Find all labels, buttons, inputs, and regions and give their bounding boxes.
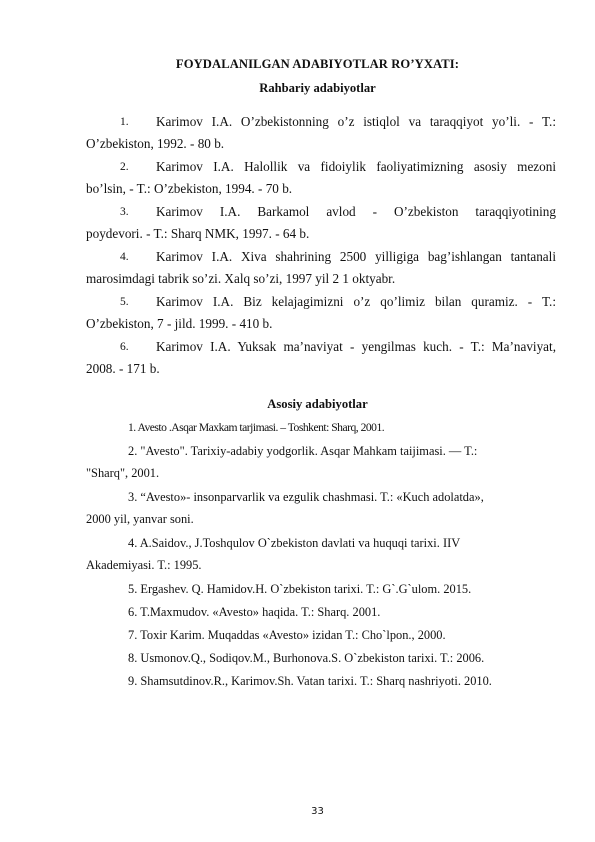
reference-number: 3. [120,206,129,218]
reference-line-1: 3. “Avesto»- insonparvarlik va ezgulik chashmasi. T.: «Kuch adolatda», [128,490,484,504]
reference-text: Karimov I.A. Xiva shahrining 2500 yilligiga bag’ishlangan tantanali [156,249,556,264]
reference-item [86,336,556,380]
reference-item [86,291,556,335]
reference-line-2: bo’lsin, - T.: O’zbekiston, 1994. - 70 b. [86,181,293,196]
reference-item [86,647,556,669]
reference-item [86,578,556,600]
reference-line-2: "Sharq", 2001. [86,466,160,480]
reference-line-1: 4. A.Saidov., J.Toshqulov O`zbekiston davlati va huquqi tarixi. IIV [128,536,461,550]
reference-line-1: 1. Avesto .Asqar Maxkam tarjimasi. – Toshkent: Sharq, 2001. [128,421,385,434]
reference-item [86,624,556,646]
reference-number: 1. [120,116,129,128]
reference-item [86,156,556,200]
reference-line-2: O’zbekiston, 7 - jild. 1999. - 410 b. [86,316,273,331]
reference-text: Karimov I.A. O’zbekistonning o’z istiqlol va taraqqiyot yo’li. - T.: [156,114,556,129]
page-number: 33 [311,806,324,817]
reference-line-2: Akademiyasi. T.: 1995. [86,558,202,572]
reference-line-2: 2008. - 171 b. [86,361,160,376]
reference-line-2: O’zbekiston, 1992. - 80 b. [86,136,225,151]
reference-line-1: 7. Toxir Karim. Muqaddas «Avesto» izidan T.: Cho`lpon., 2000. [128,628,446,642]
reference-line-2: poydevori. - T.: Sharq NMK, 1997. - 64 b. [86,226,310,241]
reference-text: Karimov I.A. Biz kelajagimizni o’z qo’limiz bilan quramiz. - T.: [156,294,556,309]
section-heading-primary: Rahbariy adabiyotlar [259,81,376,95]
reference-text: Karimov I.A. Barkamol avlod - O’zbekiston taraqqiyotining [156,204,556,219]
reference-line-1 [86,111,556,133]
reference-item [86,111,556,155]
reference-line-1: 5. Ergashev. Q. Hamidov.H. O`zbekiston tarixi. T.: G`.G`ulom. 2015. [128,582,472,596]
reference-number: 5. [120,296,129,308]
reference-item [86,201,556,245]
reference-number: 4. [120,251,129,263]
reference-line-1 [86,156,556,178]
reference-line-1 [86,201,556,223]
reference-text: Karimov I.A. Yuksak ma’naviyat - yengilmas kuch. - T.: Ma’naviyat, [156,339,556,354]
reference-item [86,417,556,439]
reference-line-2: 2000 yil, yanvar soni. [86,512,194,526]
reference-line-1: 2. "Avesto". Tarixiy-adabiy yodgorlik. Asqar Mahkam taijimasi. — T.: [128,444,478,458]
reference-line-1 [86,336,556,358]
reference-line-1 [86,291,556,313]
section-heading-basic: Asosiy adabiyotlar [267,397,368,411]
reference-item [86,246,556,290]
reference-text: Karimov I.A. Halollik va fidoiylik faoliyatimizning asosiy mezoni [156,159,556,174]
reference-line-1: 6. T.Maxmudov. «Avesto» haqida. T.: Sharq. 2001. [128,605,381,619]
reference-item [86,601,556,623]
reference-line-1: 8. Usmonov.Q., Sodiqov.M., Burhonova.S. O`zbekiston tarixi. T.: 2006. [128,651,485,665]
reference-item [86,532,556,576]
reference-number: 2. [120,161,129,173]
reference-number: 6. [120,341,129,353]
reference-line-1: 9. Shamsutdinov.R., Karimov.Sh. Vatan tarixi. T.: Sharq nashriyoti. 2010. [128,674,492,688]
page-title: FOYDALANILGAN ADABIYOTLAR RO’YXATI: [175,57,460,71]
reference-item [86,670,556,692]
reference-item [86,440,556,484]
reference-item [86,486,556,530]
reference-line-2: marosimdagi tabrik so’zi. Xalq so’zi, 1997 yil 2 1 oktyabr. [86,271,396,286]
reference-line-1 [86,246,556,268]
